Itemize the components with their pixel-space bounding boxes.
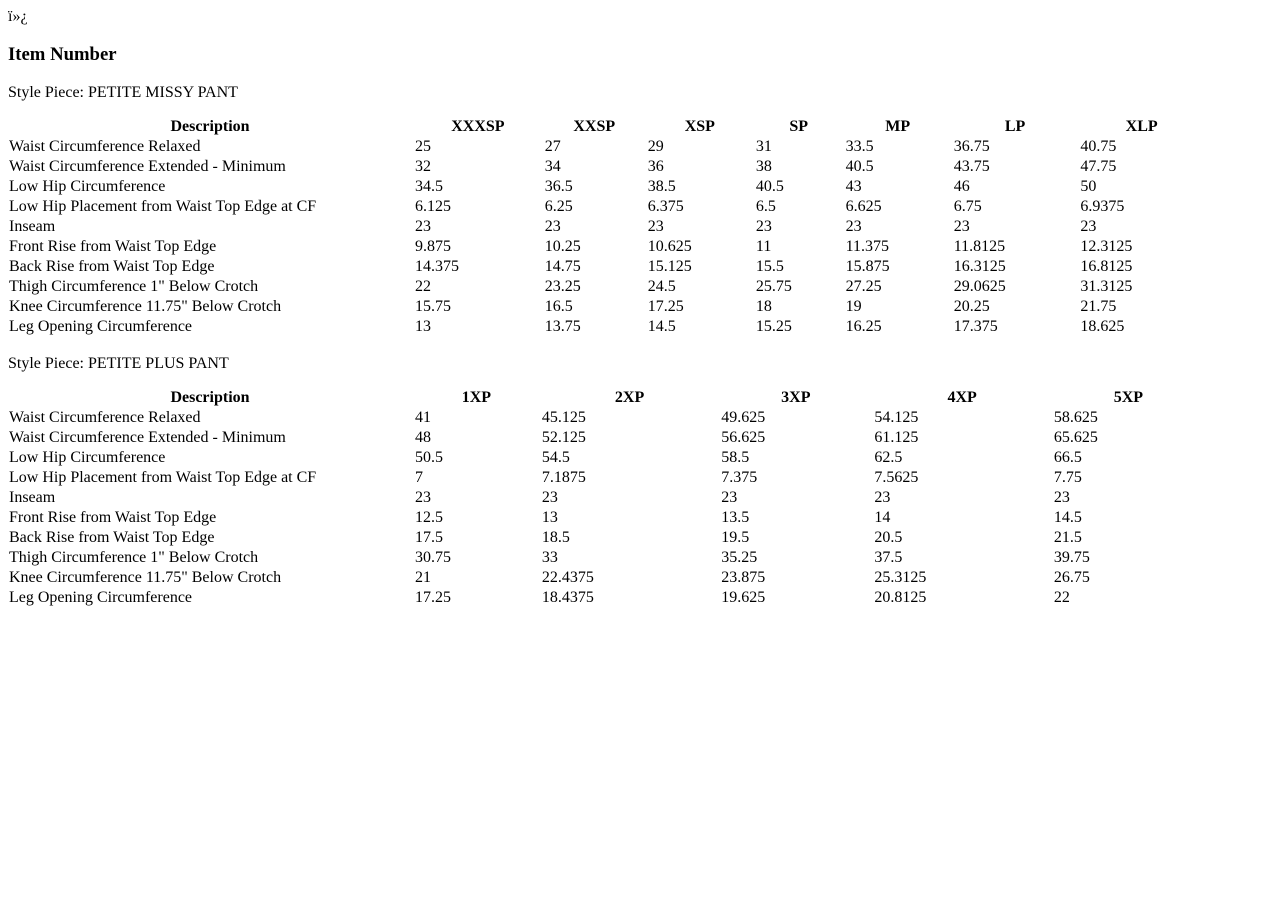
- measurement-value: 13.75: [544, 318, 581, 335]
- column-header-size: 5XP: [1113, 389, 1144, 406]
- measurement-value: 22: [415, 278, 431, 295]
- measurement-value: 49.625: [721, 409, 766, 426]
- measurement-value: 26.75: [1053, 569, 1090, 586]
- measurement-value: 19: [845, 298, 862, 315]
- measurement-value: 56.625: [721, 429, 766, 446]
- measurement-value: 14.5: [647, 318, 676, 335]
- table-row: [8, 429, 1204, 447]
- column-header-size: MP: [885, 118, 911, 135]
- bom-text: ï»¿: [8, 8, 28, 25]
- measurement-value: 24.5: [647, 278, 676, 295]
- table-row: [8, 278, 1204, 296]
- table-row: [8, 589, 1204, 607]
- measurement-value: 18: [755, 298, 772, 315]
- measurement-value: 36.75: [953, 138, 990, 155]
- table-header-row: [8, 118, 1204, 136]
- measurement-value: 41: [415, 409, 431, 426]
- measurement-value: 40.75: [1080, 138, 1117, 155]
- measurement-value: 46: [953, 178, 970, 195]
- measurement-value: 47.75: [1080, 158, 1117, 175]
- spec-tables: [8, 84, 1272, 609]
- measurement-value: 18.4375: [541, 589, 594, 606]
- measurement-description: Waist Circumference Relaxed: [9, 409, 201, 426]
- measurement-value: 11: [755, 238, 772, 255]
- table-row: [8, 489, 1204, 507]
- measurement-value: 11.375: [845, 238, 889, 255]
- measurement-value: 43: [845, 178, 862, 195]
- measurement-value: 27: [544, 138, 561, 155]
- measurement-value: 32: [415, 158, 431, 175]
- measurement-value: 30.75: [415, 549, 451, 566]
- measurement-description: Knee Circumference 11.75" Below Crotch: [9, 569, 282, 586]
- measurement-description: Thigh Circumference 1" Below Crotch: [9, 549, 259, 566]
- table-row: [8, 569, 1204, 587]
- size-spec-table: [6, 116, 1206, 338]
- table-row: [8, 409, 1204, 427]
- measurement-value: 11.8125: [953, 238, 1006, 255]
- measurement-value: 35.25: [721, 549, 758, 566]
- measurement-value: 16.3125: [953, 258, 1006, 275]
- measurement-value: 48: [415, 429, 431, 446]
- measurement-value: 16.8125: [1080, 258, 1133, 275]
- measurement-value: 22: [1053, 589, 1070, 606]
- measurement-value: 23: [755, 218, 772, 235]
- measurement-value: 19.625: [721, 589, 766, 606]
- measurement-value: 61.125: [874, 429, 919, 446]
- measurement-value: 7: [415, 469, 423, 486]
- measurement-value: 21: [415, 569, 431, 586]
- measurement-value: 6.5: [755, 198, 776, 215]
- measurement-value: 15.125: [647, 258, 692, 275]
- measurement-value: 14.5: [1053, 509, 1082, 526]
- measurement-value: 23: [415, 218, 431, 235]
- measurement-value: 15.75: [415, 298, 451, 315]
- measurement-value: 17.25: [647, 298, 684, 315]
- column-header-description: Description: [170, 118, 250, 135]
- measurement-value: 33: [541, 549, 558, 566]
- measurement-value: 6.9375: [1080, 198, 1125, 215]
- measurement-value: 18.625: [1080, 318, 1125, 335]
- column-header-size: 1XP: [461, 389, 492, 406]
- measurement-description: Waist Circumference Extended - Minimum: [9, 158, 286, 175]
- measurement-value: 12.5: [415, 509, 443, 526]
- measurement-value: 38: [755, 158, 772, 175]
- measurement-value: 13: [415, 318, 431, 335]
- measurement-value: 9.875: [415, 238, 451, 255]
- measurement-value: 7.5625: [874, 469, 919, 486]
- measurement-value: 17.25: [415, 589, 451, 606]
- style-piece-label: Style Piece: PETITE MISSY PANT: [8, 84, 238, 101]
- measurement-value: 20.5: [874, 529, 903, 546]
- measurement-value: 40.5: [845, 158, 874, 175]
- column-header-size: XLP: [1125, 118, 1158, 135]
- measurement-value: 43.75: [953, 158, 990, 175]
- measurement-value: 65.625: [1053, 429, 1098, 446]
- measurement-value: 7.75: [1053, 469, 1082, 486]
- table-row: [8, 258, 1204, 276]
- measurement-value: 37.5: [874, 549, 903, 566]
- measurement-description: Low Hip Placement from Waist Top Edge at CF: [9, 198, 317, 215]
- measurement-value: 15.25: [755, 318, 792, 335]
- measurement-value: 7.375: [721, 469, 758, 486]
- measurement-value: 20.25: [953, 298, 990, 315]
- table-row: [8, 138, 1204, 156]
- measurement-value: 66.5: [1053, 449, 1082, 466]
- column-header-size: XSP: [684, 118, 715, 135]
- measurement-value: 38.5: [647, 178, 676, 195]
- size-spec-table: [6, 387, 1206, 609]
- measurement-value: 23: [953, 218, 970, 235]
- measurement-value: 25.75: [755, 278, 792, 295]
- column-header-size: 2XP: [614, 389, 645, 406]
- measurement-value: 23: [647, 218, 664, 235]
- measurement-value: 6.375: [647, 198, 684, 215]
- measurement-value: 13.5: [721, 509, 750, 526]
- measurement-value: 31: [755, 138, 772, 155]
- table-row: [8, 158, 1204, 176]
- measurement-value: 50: [1080, 178, 1097, 195]
- measurement-value: 14: [874, 509, 891, 526]
- measurement-value: 54.125: [874, 409, 919, 426]
- table-row: [8, 318, 1204, 336]
- measurement-value: 6.125: [415, 198, 451, 215]
- measurement-value: 27.25: [845, 278, 882, 295]
- measurement-value: 34: [544, 158, 561, 175]
- measurement-value: 52.125: [541, 429, 586, 446]
- measurement-value: 40.5: [755, 178, 784, 195]
- measurement-value: 13: [541, 509, 558, 526]
- measurement-value: 7.1875: [541, 469, 586, 486]
- measurement-value: 45.125: [541, 409, 586, 426]
- measurement-value: 14.375: [415, 258, 459, 275]
- column-header-description: Description: [170, 389, 250, 406]
- measurement-value: 54.5: [541, 449, 570, 466]
- measurement-value: 36: [647, 158, 664, 175]
- column-header-size: XXXSP: [451, 118, 505, 135]
- measurement-value: 21.75: [1080, 298, 1117, 315]
- measurement-value: 17.5: [415, 529, 443, 546]
- measurement-value: 23: [544, 218, 561, 235]
- measurement-value: 23.25: [544, 278, 581, 295]
- measurement-value: 23: [721, 489, 738, 506]
- table-row: [8, 238, 1204, 256]
- measurement-description: Knee Circumference 11.75" Below Crotch: [9, 298, 282, 315]
- table-row: [8, 298, 1204, 316]
- table-row: [8, 218, 1204, 236]
- measurement-value: 6.625: [845, 198, 882, 215]
- table-row: [8, 178, 1204, 196]
- measurement-value: 31.3125: [1080, 278, 1133, 295]
- measurement-value: 23: [541, 489, 558, 506]
- measurement-value: 17.375: [953, 318, 998, 335]
- measurement-value: 25.3125: [874, 569, 927, 586]
- measurement-value: 14.75: [544, 258, 581, 275]
- measurement-description: Back Rise from Waist Top Edge: [9, 529, 215, 546]
- measurement-value: 25: [415, 138, 431, 155]
- measurement-description: Front Rise from Waist Top Edge: [9, 238, 217, 255]
- style-piece-label: Style Piece: PETITE PLUS PANT: [8, 355, 229, 372]
- measurement-description: Waist Circumference Relaxed: [9, 138, 201, 155]
- table-spacer: [8, 338, 1272, 355]
- table-row: [8, 198, 1204, 216]
- column-header-size: SP: [789, 118, 809, 135]
- measurement-description: Low Hip Placement from Waist Top Edge at CF: [9, 469, 317, 486]
- measurement-value: 58.5: [721, 449, 750, 466]
- column-header-size: XXSP: [573, 118, 616, 135]
- measurement-value: 10.25: [544, 238, 581, 255]
- measurement-value: 62.5: [874, 449, 903, 466]
- measurement-description: Waist Circumference Extended - Minimum: [9, 429, 286, 446]
- measurement-description: Thigh Circumference 1" Below Crotch: [9, 278, 259, 295]
- measurement-value: 23: [874, 489, 891, 506]
- measurement-description: Inseam: [9, 489, 56, 506]
- measurement-value: 12.3125: [1080, 238, 1133, 255]
- measurement-value: 23: [845, 218, 862, 235]
- measurement-value: 23: [1053, 489, 1070, 506]
- measurement-value: 16.5: [544, 298, 573, 315]
- measurement-value: 10.625: [647, 238, 692, 255]
- measurement-value: 6.75: [953, 198, 982, 215]
- measurement-value: 19.5: [721, 529, 750, 546]
- measurement-value: 29: [647, 138, 664, 155]
- measurement-value: 22.4375: [541, 569, 594, 586]
- column-header-size: 3XP: [781, 389, 811, 406]
- measurement-value: 23: [415, 489, 431, 506]
- measurement-value: 29.0625: [953, 278, 1006, 295]
- measurement-value: 39.75: [1053, 549, 1090, 566]
- measurement-value: 21.5: [1053, 529, 1082, 546]
- column-header-size: LP: [1004, 118, 1026, 135]
- page-title: Item Number: [8, 44, 117, 65]
- measurement-value: 58.625: [1053, 409, 1098, 426]
- measurement-value: 18.5: [541, 529, 570, 546]
- table-row: [8, 529, 1204, 547]
- column-header-size: 4XP: [947, 389, 977, 406]
- measurement-value: 6.25: [544, 198, 573, 215]
- measurement-description: Leg Opening Circumference: [9, 589, 193, 606]
- table-header-row: [8, 389, 1204, 407]
- measurement-value: 36.5: [544, 178, 573, 195]
- measurement-description: Inseam: [9, 218, 56, 235]
- measurement-value: 50.5: [415, 449, 443, 466]
- measurement-description: Low Hip Circumference: [9, 449, 166, 466]
- measurement-value: 23.875: [721, 569, 766, 586]
- measurement-description: Low Hip Circumference: [9, 178, 166, 195]
- measurement-value: 15.875: [845, 258, 890, 275]
- measurement-value: 34.5: [415, 178, 443, 195]
- measurement-value: 20.8125: [874, 589, 927, 606]
- table-row: [8, 449, 1204, 467]
- table-row: [8, 469, 1204, 487]
- measurement-value: 15.5: [755, 258, 784, 275]
- table-row: [8, 509, 1204, 527]
- table-row: [8, 549, 1204, 567]
- measurement-value: 33.5: [845, 138, 874, 155]
- measurement-description: Back Rise from Waist Top Edge: [9, 258, 215, 275]
- measurement-description: Front Rise from Waist Top Edge: [9, 509, 217, 526]
- measurement-value: 23: [1080, 218, 1097, 235]
- measurement-description: Leg Opening Circumference: [9, 318, 193, 335]
- measurement-value: 16.25: [845, 318, 882, 335]
